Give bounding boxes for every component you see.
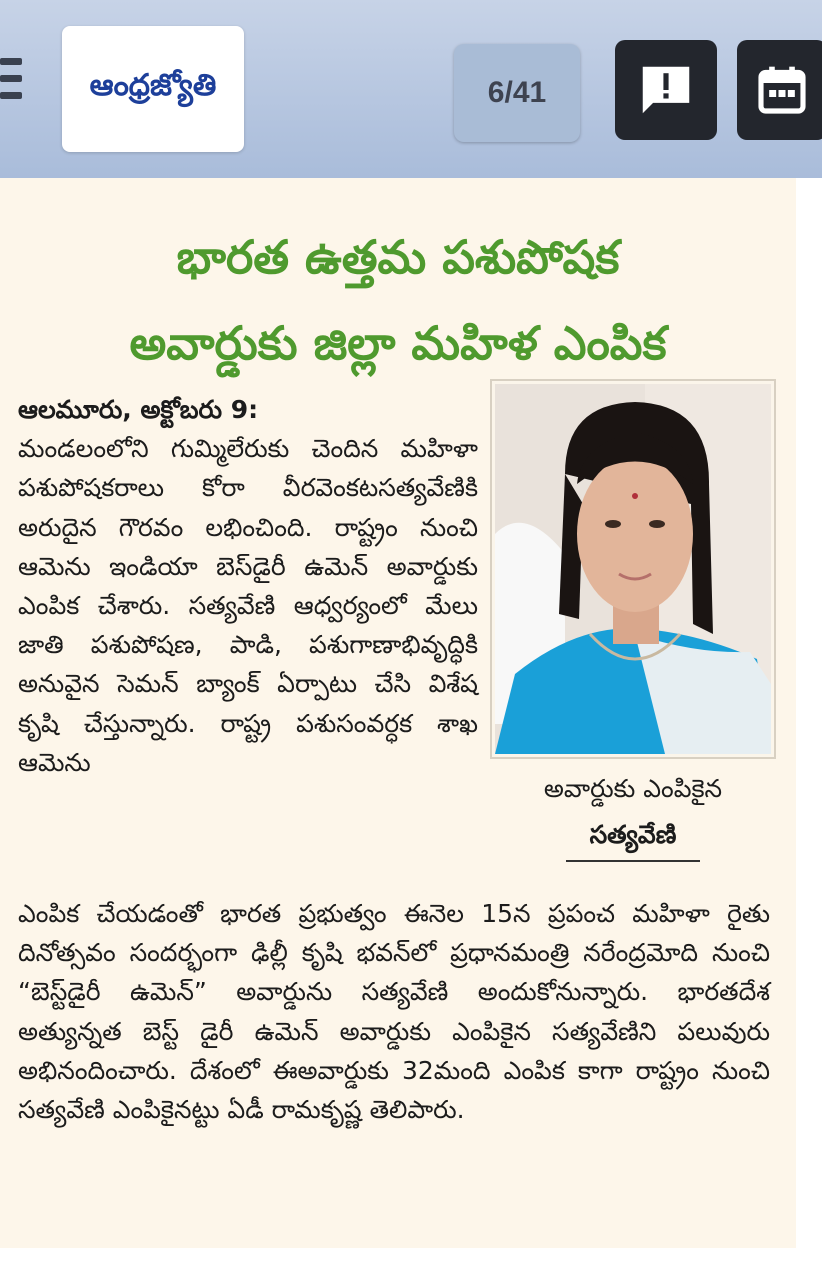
article-headline: [10, 214, 786, 386]
headline-line-2: అవార్డుకు జిల్లా మహిళ ఎంపిక: [129, 316, 667, 370]
caption-line-2: సత్యవేణి: [566, 812, 701, 862]
newspaper-logo[interactable]: [62, 26, 244, 152]
article-paragraph-part-2: ఎంపిక చేయడంతో భారత ప్రభుత్వం ఈనెల 15న ప్రపంచ మహిళా రైతు దినోత్సవం సందర్భంగా ఢిల్లీ కృషి భవన్‌లో ప్రధానమంత్రి నరేంద్రమోది నుంచి “బెస్ట్‌డైరీ ఉమెన్” అవార్డును సత్యవేణి అందుకోనున్నారు. భారతదేశ అత్యున్నత బెస్ట్ డైరీ ఉమెన్ అవార్డుకు ఎంపికైన సత్యవేణిని పలువురు అభినందించారు. దేశంలో ఈఅవార్డుకు 32మంది ఎంపిక కాగా రాష్ట్రం నుంచి సత్యవేణి ఎంపికైనట్టు ఏడీ రామకృష్ణ తెలిపారు.: [18, 899, 770, 1125]
hamburger-menu-icon[interactable]: [0, 58, 22, 102]
article-dateline: ఆలమూరు, అక్టోబరు 9:: [18, 395, 259, 424]
article-paragraph-part-1: మండలంలోని గుమ్మిలేరుకు చెందిన మహిళా పశుపోషకరాలు కోరా వీరవెంకటసత్యవేణికి అరుదైన గౌరవం లభించింది. రాష్ట్రం నుంచి ఆమెను ఇండియా బెస్‌డైరీ ఉమెన్ అవార్డుకు ఎంపిక చేశారు. సత్యవేణి ఆధ్వర్యంలో మేలు జాతి పశుపోషణ, పాడి, పశుగాణాభివృద్ధికి అనువైన సెమన్ బ్యాంక్ ఏర్పాటు చేసి విశేష కృషి చేస్తున్నారు. రాష్ట్ర పశుసంవర్ధక శాఖ ఆమెను: [18, 434, 478, 777]
page-counter[interactable]: 6/41: [454, 44, 580, 142]
feedback-button[interactable]: [615, 40, 717, 140]
woman-portrait-photo: [495, 384, 771, 754]
logo-text: ఆంధ్రజ్యోతి: [89, 68, 217, 103]
article-body-column: [18, 390, 478, 782]
viewer-toolbar: [0, 0, 822, 178]
article-photo: [490, 379, 776, 759]
calendar-button[interactable]: [737, 40, 822, 140]
newspaper-clipping: [0, 178, 796, 1248]
photo-caption: [490, 766, 776, 862]
calendar-icon: [754, 62, 810, 118]
headline-line-1: భారత ఉత్తమ పశుపోషక: [176, 230, 620, 284]
feedback-icon: [635, 59, 697, 121]
caption-line-1: అవార్డుకు ఎంపికైన: [543, 774, 723, 803]
